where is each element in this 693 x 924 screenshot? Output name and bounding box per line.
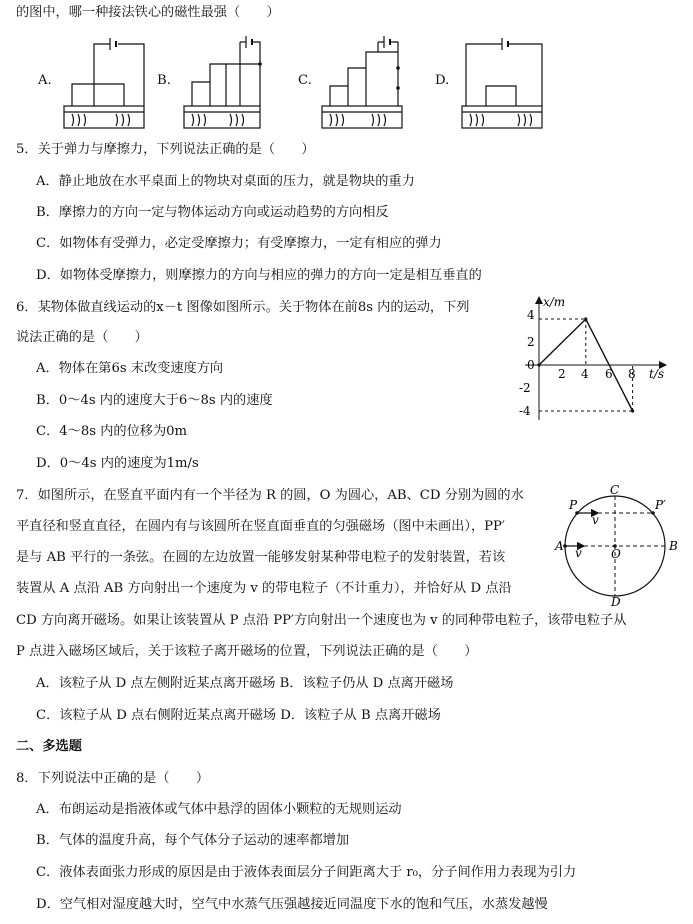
q8-option-a: A．布朗运动是指液体或气体中悬浮的固体小颗粒的无规则运动 — [36, 802, 402, 817]
point-b-label: B — [669, 539, 678, 553]
q5-option-d: D．如物体受摩擦力，则摩擦力的方向与相应的弹力的方向一定是相互垂直的 — [36, 268, 482, 283]
q8-option-d: D．空气相对湿度越大时，空气中水蒸气压强越接近同温度下水的饱和气压，水蒸发越慢 — [36, 897, 548, 912]
point-c-label: C — [610, 483, 620, 497]
x-tick-label-2: 2 — [558, 367, 566, 381]
q7-line4: 装置从 A 点沿 AB 方向射出一个速度为 v 的带电粒子（不计重力），并恰好从 D 点沿 — [16, 581, 512, 596]
xt-graph — [515, 290, 675, 430]
y-tick-label-2: 2 — [527, 335, 535, 349]
x-tick-label-8: 8 — [628, 367, 636, 381]
question-4-stem-tail: 的图中，哪一种接法铁心的磁性最强（ ） — [16, 5, 280, 20]
q6-option-c: C．4～8s 内的位移为0m — [36, 424, 188, 439]
section-title-multiple-choice: 二、多选题 — [16, 739, 82, 754]
y-tick-label-0: 0 — [527, 358, 535, 372]
q4-option-a-label: A. — [38, 73, 52, 88]
q6-option-d: D．0～4s 内的速度为1m/s — [36, 456, 199, 471]
q6-stem-line1: 6．某物体做直线运动的x－t 图像如图所示。关于物体在前8s 内的运动，下列 — [16, 300, 470, 315]
y-tick-label-4: 4 — [527, 308, 535, 322]
q7-line2: 平直径和竖直直径，在圆内有与该圆所在竖直面垂直的匀强磁场（图中未画出），PP′ — [16, 519, 505, 534]
circuit-diagram-b — [180, 34, 270, 132]
x-axis-label: t/s — [649, 367, 665, 381]
q5-stem: 5．关于弹力与摩擦力，下列说法正确的是（ ） — [16, 142, 315, 157]
q4-option-d-label: D. — [435, 73, 450, 88]
q6-option-a: A．物体在第6s 末改变速度方向 — [36, 361, 224, 376]
point-p-label: P — [569, 498, 578, 512]
point-a-label: A — [555, 539, 564, 553]
y-tick-label-neg2: -2 — [519, 381, 531, 395]
x-tick-label-4: 4 — [581, 367, 589, 381]
xt-point — [537, 363, 540, 366]
point-p-prime-label: P′ — [655, 498, 666, 512]
q7-line5: CD 方向离开磁场。如果让该装置从 P 点沿 PP′方向射出一个速度也为 v 的同种带电粒子，该带电粒子从 — [16, 613, 627, 628]
q7-options-ab: A．该粒子从 D 点左侧附近某点离开磁场 B．该粒子仍从 D 点离开磁场 — [36, 676, 454, 691]
velocity-label-p: v — [592, 513, 599, 527]
q4-option-b-label: B. — [157, 73, 171, 88]
circuit-diagram-a — [60, 34, 150, 132]
circuit-diagram-d — [458, 34, 548, 132]
q7-line3: 是与 AB 平行的一条弦。在圆的左边放置一能够发射某种带电粒子的发射装置，若该 — [16, 550, 506, 565]
x-tick-label-6: 6 — [605, 367, 613, 381]
q5-option-c: C．如物体有受弹力，必定受摩擦力；有受摩擦力，一定有相应的弹力 — [36, 236, 442, 251]
q7-line6: P 点进入磁场区域后，关于该粒子离开磁场的位置，下列说法正确的是（ ） — [16, 644, 478, 659]
q6-option-b: B．0～4s 内的速度大于6～8s 内的速度 — [36, 393, 273, 408]
circuit-diagram-c — [318, 34, 408, 132]
q8-option-b: B．气体的温度升高，每个气体分子运动的速率都增加 — [36, 833, 350, 848]
y-tick-label-neg4: -4 — [519, 404, 531, 418]
q6-stem-line2: 说法正确的是（ ） — [16, 330, 148, 345]
point-d-label: D — [611, 595, 621, 609]
y-axis-label: x/m — [543, 295, 566, 309]
magnetic-field-circle-diagram — [555, 483, 685, 609]
q7-line1: 7．如图所示，在竖直平面内有一个半径为 R 的圆，O 为圆心，AB、CD 分别为圆的水 — [16, 488, 524, 503]
q5-option-a: A．静止地放在水平桌面上的物块对桌面的压力，就是物块的重力 — [36, 174, 415, 189]
point-o-label: O — [611, 547, 621, 561]
xt-point — [631, 409, 634, 412]
q4-option-c-label: C. — [298, 73, 312, 88]
q8-option-c: C．液体表面张力形成的原因是由于液体表面层分子间距离大于 r₀，分子间作用力表现为引力 — [36, 865, 577, 880]
velocity-label-a: v — [575, 546, 582, 560]
q8-stem: 8．下列说法中正确的是（ ） — [16, 771, 210, 786]
xt-point — [584, 317, 587, 320]
q7-options-cd: C．该粒子从 D 点右侧附近某点离开磁场 D．该粒子从 B 点离开磁场 — [36, 708, 441, 723]
q5-option-b: B．摩擦力的方向一定与物体运动方向或运动趋势的方向相反 — [36, 205, 389, 220]
